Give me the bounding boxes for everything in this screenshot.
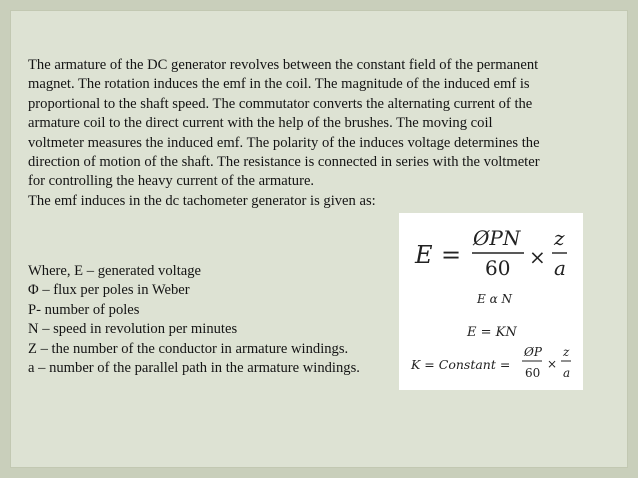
formula-denominator: 60 (485, 256, 511, 280)
paragraph-line: magnet. The rotation induces the emf in the coil. The magnitude of the induced emf is (28, 76, 530, 93)
paragraph-line: direction of motion of the shaft. The resistance is connected in series with the voltmeter (28, 154, 540, 171)
formula-z: z (554, 226, 565, 250)
paragraph-line: The emf induces in the dc tachometer generator is given as: (28, 192, 376, 209)
paragraph-line: voltmeter measures the induced emf. The polarity of the induces voltage determines the (28, 134, 540, 151)
formula-a: a (554, 256, 566, 280)
formula-times: × (529, 245, 546, 269)
definition-item: N – speed in revolution per minutes (28, 321, 238, 338)
definition-item: Z – the number of the conductor in armature windings. (28, 340, 349, 357)
definition-item: Where, E – generated voltage (28, 263, 202, 279)
formula-graphic (399, 213, 583, 390)
formula-image (399, 213, 583, 390)
formula-equals: = (441, 241, 462, 269)
formula-lhs: E (415, 241, 433, 269)
formula-constant-z: z (563, 345, 570, 359)
formula-constant-lhs: K = Constant = (411, 357, 511, 372)
formula-linear: E = KN (467, 325, 517, 340)
formula-constant-times: × (547, 357, 558, 371)
formula-proportional: E α N (477, 292, 512, 306)
paragraph-line: The armature of the DC generator revolves between the constant field of the permanent (28, 57, 539, 73)
formula-constant-num: ØP (524, 345, 542, 359)
definition-item: P- number of poles (28, 301, 140, 318)
formula-numerator: ØPN (473, 226, 521, 250)
description-paragraph (28, 56, 604, 211)
formula-constant-a: a (563, 366, 571, 380)
paragraph-line: for controlling the heavy current of the armature. (28, 173, 315, 190)
paragraph-line: proportional to the shaft speed. The commutator converts the alternating current of the (28, 95, 533, 112)
definitions-list (28, 262, 408, 378)
paragraph-line: armature coil to the direct current with the help of the brushes. The moving coil (28, 115, 493, 132)
definition-item: a – number of the parallel path in the armature windings. (28, 360, 360, 377)
definition-item: Φ – flux per poles in Weber (28, 282, 190, 299)
formula-constant-den: 60 (525, 366, 541, 380)
